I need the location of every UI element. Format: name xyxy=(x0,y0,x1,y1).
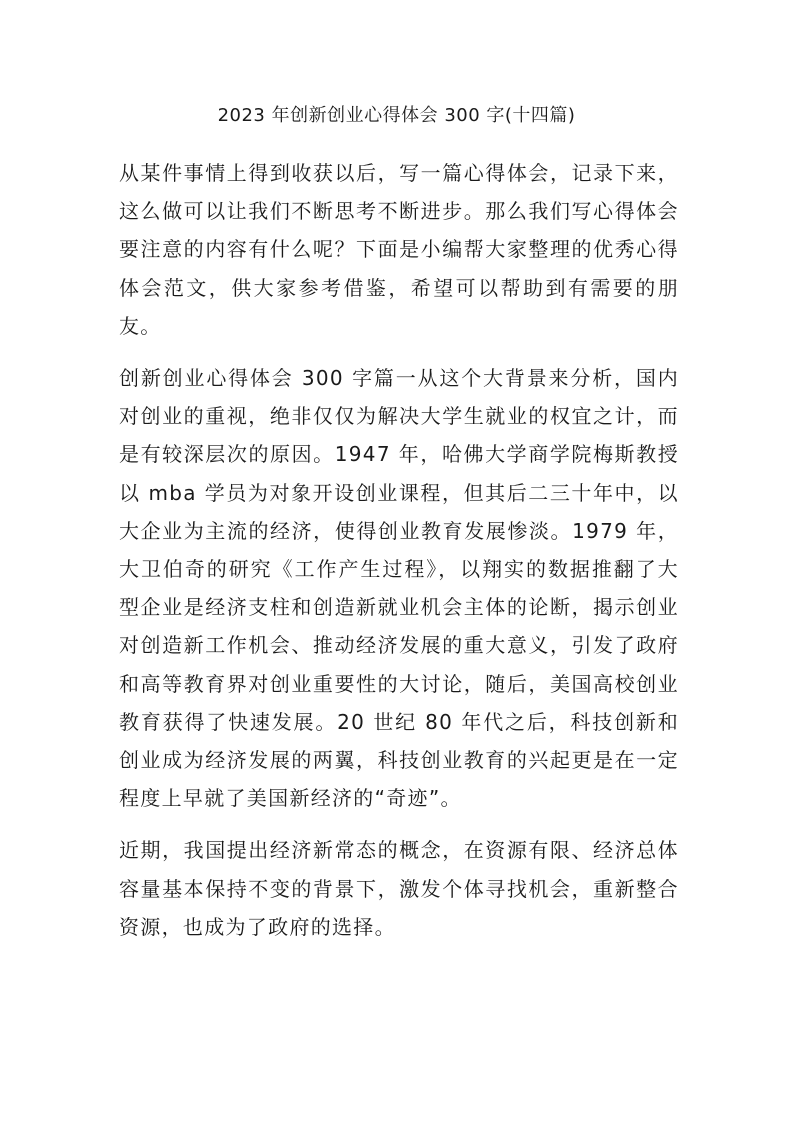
document-body xyxy=(119,154,679,960)
paragraph-essay-one: 创新创业心得体会 300 字篇一从这个大背景来分析，国内对创业的重视，绝非仅仅为解决大学生就业的权宜之计，而是有较深层次的原因。1947 年，哈佛大学商学院梅斯教授以 mba 学员为对象开设创业课程，但其后二三十年中，以大企业为主流的经济，使得创业教育发展惨淡。1979 年，大卫伯奇的研究《工作产生过程》，以翔实的数据推翻了大型企业是经济支柱和创造新就业机会主体的论断，揭示创业对创造新工作机会、推动经济发展的重大意义，引发了政府和高等教育界对创业重要性的大讨论，随后，美国高校创业教育获得了快速发展。20 世纪 80 年代之后，科技创新和创业成为经济发展的两翼，科技创业教育的兴起更是在一定程度上早就了美国新经济的“奇迹”。 xyxy=(119,366,679,811)
paragraph-new-normal: 近期，我国提出经济新常态的概念，在资源有限、经济总体容量基本保持不变的背景下，激发个体寻找机会，重新整合资源，也成为了政府的选择。 xyxy=(119,838,679,939)
document-title: 2023 年创新创业心得体会 300 字(十四篇) xyxy=(217,105,576,126)
paragraph-intro: 从某件事情上得到收获以后，写一篇心得体会，记录下来，这么做可以让我们不断思考不断进步。那么我们写心得体会要注意的内容有什么呢？下面是小编帮大家整理的优秀心得体会范文，供大家参考借鉴，希望可以帮助到有需要的朋友。 xyxy=(119,161,679,338)
